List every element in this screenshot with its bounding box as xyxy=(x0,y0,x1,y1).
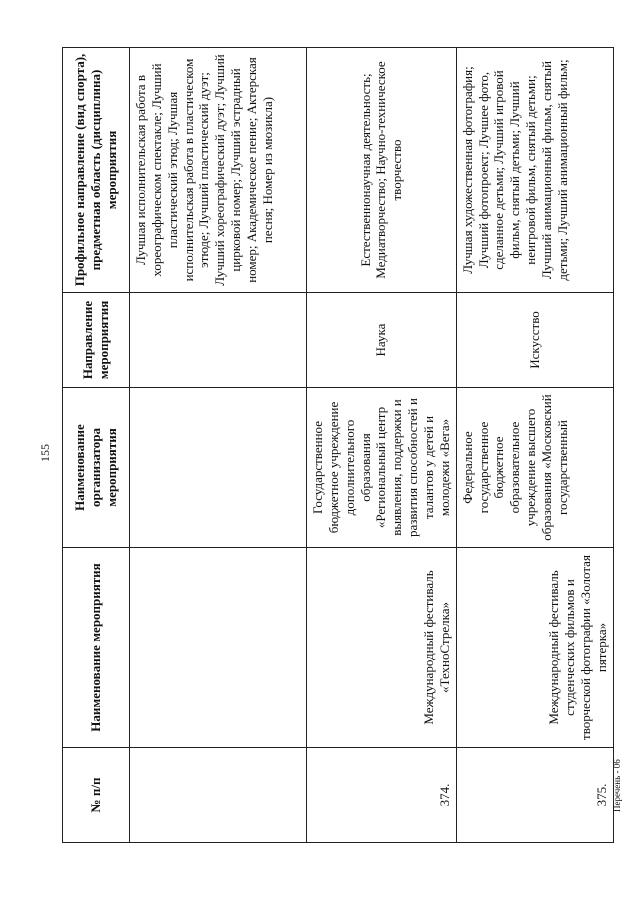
cell-direction: Искусство xyxy=(456,293,613,388)
footer-note: Перечень - 06 xyxy=(612,759,622,812)
table-header-row xyxy=(63,48,130,843)
cell-empty xyxy=(130,293,307,388)
header-profile: Профильное направление (вид спорта), предметная область (дисциплина) мероприятия xyxy=(63,48,130,293)
header-name: Наименование мероприятия xyxy=(63,548,130,748)
cell-profile-continued: Лучшая исполнительская работа в хореографическом спектакле; Лучший пластический этюд; Лучшая исполнительская работа в пластическом этюде; Лучший пластический дуэт; Лучший хореографический дуэт; Лучший цирковой номер; Лучший эстрадный номер; Академическое пение; Актерская песня; Номер из мюзикла) xyxy=(130,48,307,293)
events-table xyxy=(62,47,614,843)
header-num: № п/п xyxy=(63,748,130,843)
cell-direction: Наука xyxy=(307,293,457,388)
table-row-continued xyxy=(130,48,307,843)
cell-organizer: Федеральное государственное бюджетное образовательное учреждение высшего образования «Московский государственный xyxy=(456,388,613,548)
header-direction: Направление мероприятия xyxy=(63,293,130,388)
page-number: 155 xyxy=(38,444,52,462)
table-row xyxy=(456,48,613,843)
cell-empty xyxy=(130,388,307,548)
events-table-rotated xyxy=(62,48,609,843)
cell-organizer: Государственное бюджетное учреждение дополнительного образования «Региональный центр выявления, поддержки и развития способностей и талантов у детей и молодежи «Вега» xyxy=(307,388,457,548)
cell-empty xyxy=(130,548,307,748)
cell-empty xyxy=(130,748,307,843)
cell-num: 374. xyxy=(307,748,457,843)
cell-profile: Лучшая художественная фотография; Лучший фотопроект; Лучшее фото, сделанное детьми; Лучший игровой фильм, снятый детьми; Лучший неигровой фильм, снятый детьми; Лучший анимационный фильм, снятый детьми; Лучший анимационный фильм; xyxy=(456,48,613,293)
cell-name: Международный фестиваль студенческих фильмов и творческой фотографии «Золотая пятерка» xyxy=(456,548,613,748)
cell-num: 375. xyxy=(456,748,613,843)
table-row xyxy=(307,48,457,843)
cell-name: Международный фестиваль «ТехноСтрелка» xyxy=(307,548,457,748)
cell-profile: Естественнонаучная деятельность; Медиатворчество; Научно-техническое творчество xyxy=(307,48,457,293)
header-organizer: Наименование организатора мероприятия xyxy=(63,388,130,548)
